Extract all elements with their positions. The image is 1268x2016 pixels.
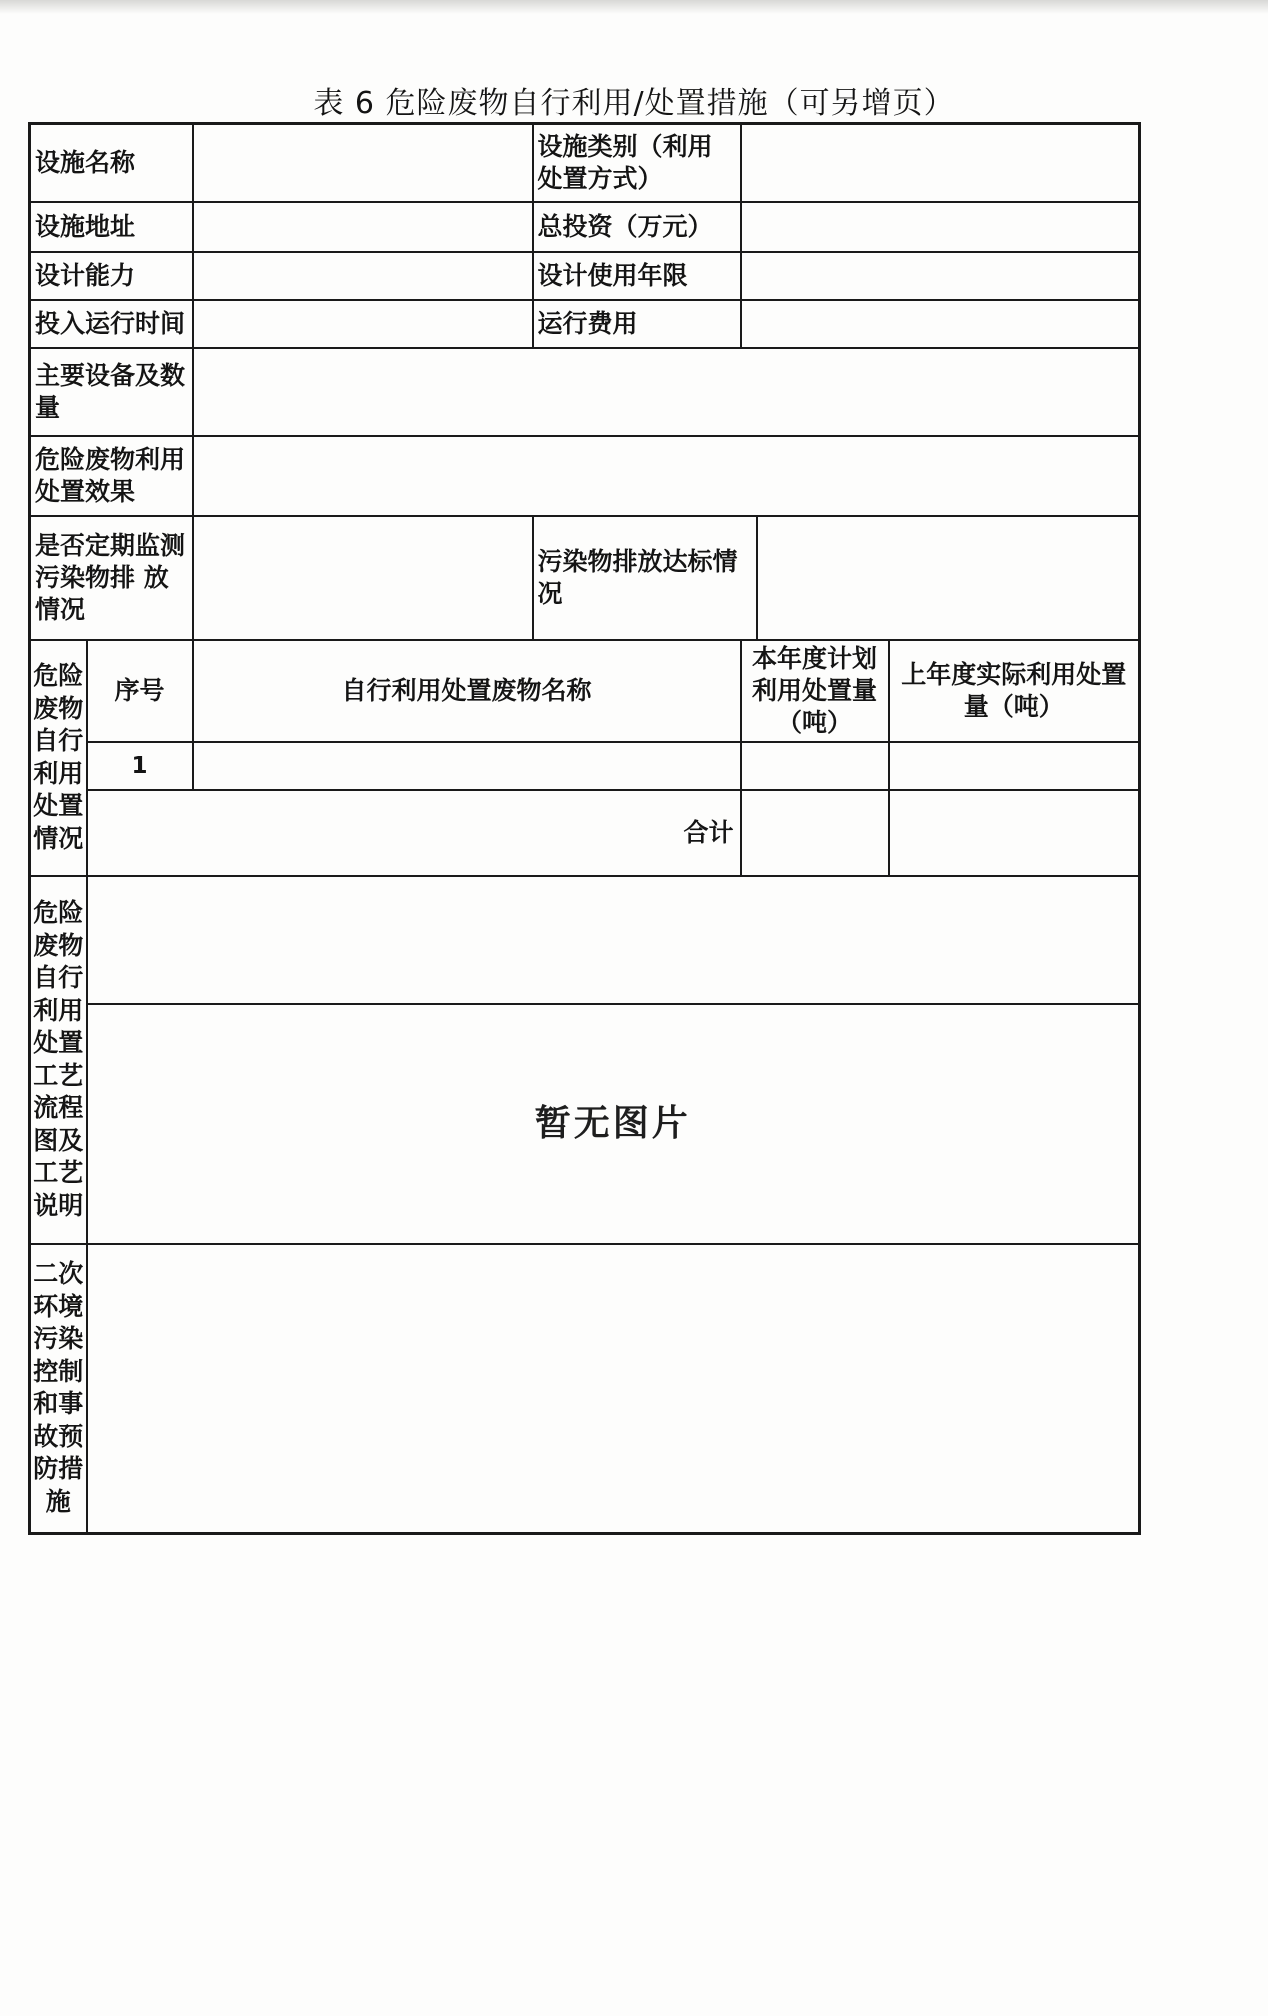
total-investment-value[interactable] xyxy=(741,202,1140,252)
regular-monitoring-value[interactable] xyxy=(193,516,533,640)
operating-cost-label: 运行费用 xyxy=(533,300,741,348)
process-section-label: 危险废物自行利用处置工艺流程图及工艺说明 xyxy=(30,876,87,1244)
disposal-measures-form xyxy=(28,122,1141,1535)
commissioning-time-value[interactable] xyxy=(193,300,533,348)
emission-compliance-value[interactable] xyxy=(757,516,1140,640)
process-description-value[interactable] xyxy=(87,876,1140,1004)
total-investment-label: 总投资（万元） xyxy=(533,202,741,252)
row-number: 1 xyxy=(87,742,193,790)
commissioning-time-label: 投入运行时间 xyxy=(30,300,193,348)
column-header-actual-amount: 上年度实际利用处置量（吨） xyxy=(889,640,1140,742)
disposal-effect-value[interactable] xyxy=(193,436,1140,516)
facility-type-value[interactable] xyxy=(741,124,1140,202)
main-equipment-value[interactable] xyxy=(193,348,1140,436)
design-capacity-label: 设计能力 xyxy=(30,252,193,300)
main-equipment-label: 主要设备及数量 xyxy=(30,348,193,436)
operating-cost-value[interactable] xyxy=(741,300,1140,348)
emission-compliance-label: 污染物排放达标情况 xyxy=(533,516,757,640)
facility-type-label: 设施类别（利用处置方式） xyxy=(533,124,741,202)
design-service-life-label: 设计使用年限 xyxy=(533,252,741,300)
facility-name-value[interactable] xyxy=(193,124,533,202)
row-actual-amount[interactable] xyxy=(889,742,1140,790)
column-header-waste-name: 自行利用处置废物名称 xyxy=(193,640,741,742)
process-flow-image-placeholder: 暂无图片 xyxy=(87,1004,1140,1244)
pollution-control-value[interactable] xyxy=(87,1244,1140,1534)
facility-name-label: 设施名称 xyxy=(30,124,193,202)
column-header-planned-amount: 本年度计划利用处置量（吨） xyxy=(741,640,889,742)
facility-address-label: 设施地址 xyxy=(30,202,193,252)
row-planned-amount[interactable] xyxy=(741,742,889,790)
facility-address-value[interactable] xyxy=(193,202,533,252)
design-service-life-value[interactable] xyxy=(741,252,1140,300)
table-row xyxy=(30,742,1140,790)
pollution-control-label: 二次环境污染控制和事故预防措施 xyxy=(30,1244,87,1534)
regular-monitoring-label: 是否定期监测污染物排 放情况 xyxy=(30,516,193,640)
disposal-effect-label: 危险废物利用处置效果 xyxy=(30,436,193,516)
column-header-no: 序号 xyxy=(87,640,193,742)
page-top-edge xyxy=(0,0,1268,14)
design-capacity-value[interactable] xyxy=(193,252,533,300)
disposal-section-label: 危险废物自行利用处置情况 xyxy=(30,640,87,876)
total-planned-amount[interactable] xyxy=(741,790,889,876)
total-actual-amount[interactable] xyxy=(889,790,1140,876)
total-label: 合计 xyxy=(87,790,741,876)
row-waste-name[interactable] xyxy=(193,742,741,790)
page-title: 表 6 危险废物自行利用/处置措施（可另增页） xyxy=(313,86,955,121)
